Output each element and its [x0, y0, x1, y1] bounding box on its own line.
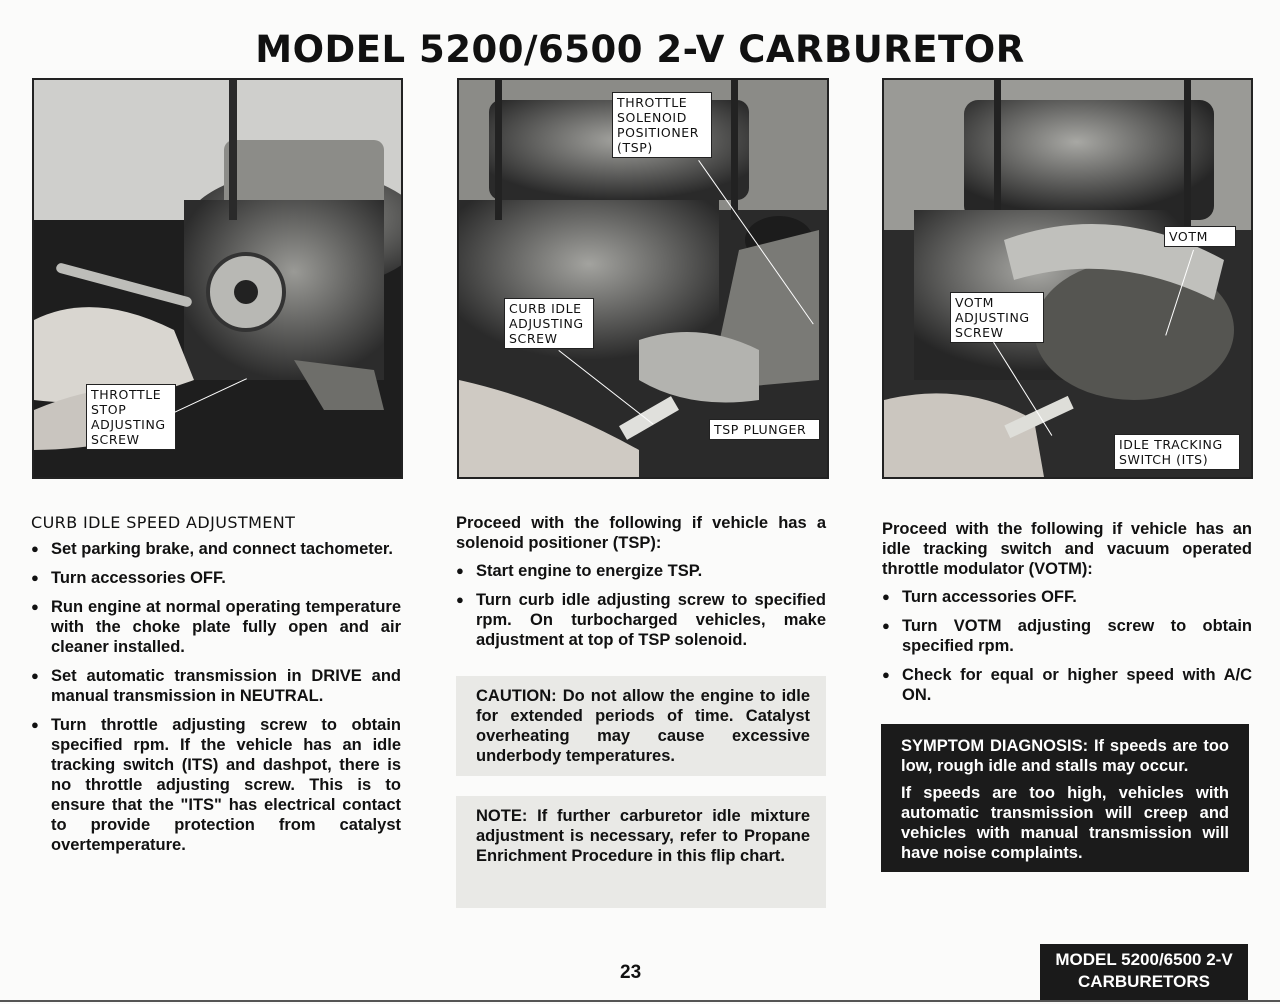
list-item: ● Set automatic transmission in DRIVE and manual transmission in NEUTRAL. — [31, 666, 401, 706]
callout-tsp-plunger: TSP PLUNGER — [709, 419, 820, 440]
callout-throttle-stop: THROTTLE STOP ADJUSTING SCREW — [86, 384, 176, 450]
page-title: MODEL 5200/6500 2-V CARBURETOR — [255, 28, 1025, 71]
divider — [0, 1000, 1280, 1002]
column-curb-idle — [31, 513, 401, 864]
list-item: ● Run engine at normal operating temperature with the choke plate fully open and air cleaner installed. — [31, 597, 401, 657]
list-item: ● Set parking brake, and connect tachometer. — [31, 539, 401, 559]
carburetor-photo-left — [32, 78, 403, 479]
callout-its: IDLE TRACKING SWITCH (ITS) — [1114, 434, 1240, 470]
list-item: ● Turn curb idle adjusting screw to specified rpm. On turbocharged vehicles, make adjustment at top of TSP solenoid. — [456, 590, 826, 650]
list-item: ● Check for equal or higher speed with A/C ON. — [882, 665, 1252, 705]
instruction-list — [456, 561, 826, 650]
callout-tsp: THROTTLE SOLENOID POSITIONER (TSP) — [612, 92, 712, 158]
carburetor-photo-right — [882, 78, 1253, 479]
footer-label — [1040, 944, 1248, 1000]
callout-votm: VOTM — [1164, 226, 1236, 247]
symptom-text: If speeds are too high, vehicles with automatic transmission will creep and vehicles with manual transmission will have noise complaints. — [901, 784, 1229, 862]
list-item: ● Start engine to energize TSP. — [456, 561, 826, 581]
list-item: ● Turn VOTM adjusting screw to obtain specified rpm. — [882, 616, 1252, 656]
list-item: ● Turn accessories OFF. — [882, 587, 1252, 607]
footer-line: CARBURETORS — [1078, 972, 1210, 991]
carburetor-photo-middle — [457, 78, 829, 479]
symptom-diagnosis-box — [881, 724, 1249, 872]
intro-text: Proceed with the following if vehicle has an idle tracking switch and vacuum operated throttle modulator (VOTM): — [882, 520, 1252, 578]
column-votm — [882, 513, 1252, 714]
callout-votm-screw: VOTM ADJUSTING SCREW — [950, 292, 1044, 343]
callout-curb-idle: CURB IDLE ADJUSTING SCREW — [504, 298, 594, 349]
carburetor-image-right — [884, 80, 1251, 477]
note-box: NOTE: If further carburetor idle mixture adjustment is necessary, refer to Propane Enrichment Procedure in this flip chart. — [456, 796, 826, 908]
instruction-list — [882, 587, 1252, 705]
section-heading: CURB IDLE SPEED ADJUSTMENT — [31, 513, 296, 532]
caution-box: CAUTION: Do not allow the engine to idle for extended periods of time. Catalyst overheating may cause excessive underbody temperatures. — [456, 676, 826, 776]
footer-line: MODEL 5200/6500 2-V — [1055, 950, 1233, 969]
column-tsp — [456, 513, 826, 659]
page-number: 23 — [620, 962, 642, 983]
symptom-text: SYMPTOM DIAGNOSIS: If speeds are too low, rough idle and stalls may occur. — [901, 737, 1229, 775]
list-item: ● Turn throttle adjusting screw to obtain specified rpm. If the vehicle has an idle tracking switch (ITS) and dashpot, there is no throttle adjusting screw. This is to ensure that the "ITS" has electrical contact to provide protection from catalyst overtemperature. — [31, 715, 401, 855]
list-item: ● Turn accessories OFF. — [31, 568, 401, 588]
instruction-list — [31, 539, 401, 855]
intro-text: Proceed with the following if vehicle has a solenoid positioner (TSP): — [456, 514, 826, 552]
